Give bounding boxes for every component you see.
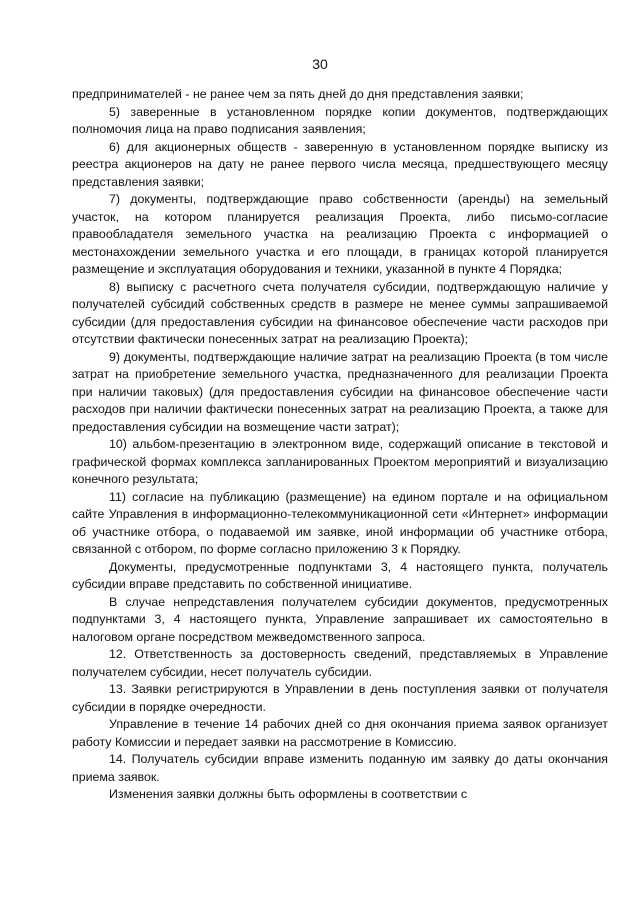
paragraph: 14. Получатель субсидии вправе изменить поданную им заявку до даты окончания приема заявок. [72, 752, 608, 784]
paragraph: 10) альбом-презентацию в электронном виде, содержащий описание в текстовой и графической формах комплекса запланированных Проектом мероприятий и визуализацию конечного результата; [72, 437, 608, 486]
paragraph: Управление в течение 14 рабочих дней со дня окончания приема заявок организует работу Комиссии и передает заявки на рассмотрение в Комиссию. [72, 717, 608, 749]
paragraph: 6) для акционерных обществ - заверенную в установленном порядке выписку из реестра акционеров на дату не ранее первого числа месяца, предшествующего месяцу представления заявки; [72, 139, 608, 189]
paragraph: Документы, предусмотренные подпунктами 3, 4 настоящего пункта, получатель субсидии вправе представить по собственной инициативе. [72, 559, 608, 591]
document-body [72, 86, 608, 804]
paragraph: предпринимателей - не ранее чем за пять дней до дня представления заявки; [72, 87, 524, 101]
paragraph: В случае непредставления получателем субсидии документов, предусмотренных подпунктами 3, 4 настоящего пункта, Управление запрашивает их самостоятельно в налоговом органе посредством межведомственного запроса. [72, 594, 608, 644]
paragraph: 13. Заявки регистрируются в Управлении в день поступления заявки от получателя субсидии в порядке очередности. [72, 682, 608, 714]
paragraph: 11) согласие на публикацию (размещение) на едином портале и на официальном сайте Управления в информационно-телекоммуникационной сети «Интернет» информации об участнике отбора, о подаваемой им заявке, иной информации об участнике отбора, связанной с отбором, по форме согласно приложению 3 к Порядку. [72, 489, 608, 556]
paragraph: 9) документы, подтверждающие наличие затрат на реализацию Проекта (в том числе затрат на приобретение земельного участка, предназначенного для реализации Проекта при наличии таковых) (для предоставления субсидии на финансовое обеспечение части расходов при наличии фактически понесенных затрат на реализацию Проекта, а также для предоставления субсидии на возмещение части затрат); [72, 349, 608, 434]
page-number: 30 [312, 56, 328, 72]
paragraph: Изменения заявки должны быть оформлены в соответствии с [109, 787, 468, 801]
paragraph: 5) заверенные в установленном порядке копии документов, подтверждающих полномочия лица на право подписания заявления; [72, 104, 608, 136]
paragraph: 12. Ответственность за достоверность сведений, представляемых в Управление получателем субсидии, несет получатель субсидии. [72, 647, 608, 679]
paragraph: 7) документы, подтверждающие право собственности (аренды) на земельный участок, на котором планируется реализация Проекта, либо письмо-согласие правообладателя земельного участка на реализацию Проекта с информацией о местонахождении земельного участка и его площади, в границах которой планируется размещение и эксплуатация оборудования и техники, указанной в пункте 4 Порядка; [72, 192, 608, 276]
paragraph: 8) выписку с расчетного счета получателя субсидии, подтверждающую наличие у получателей субсидий собственных средств в размере не менее суммы запрашиваемой субсидии (для предоставления субсидии на финансовое обеспечение части расходов при отсутствии фактически понесенных затрат на реализацию Проекта); [72, 279, 608, 346]
